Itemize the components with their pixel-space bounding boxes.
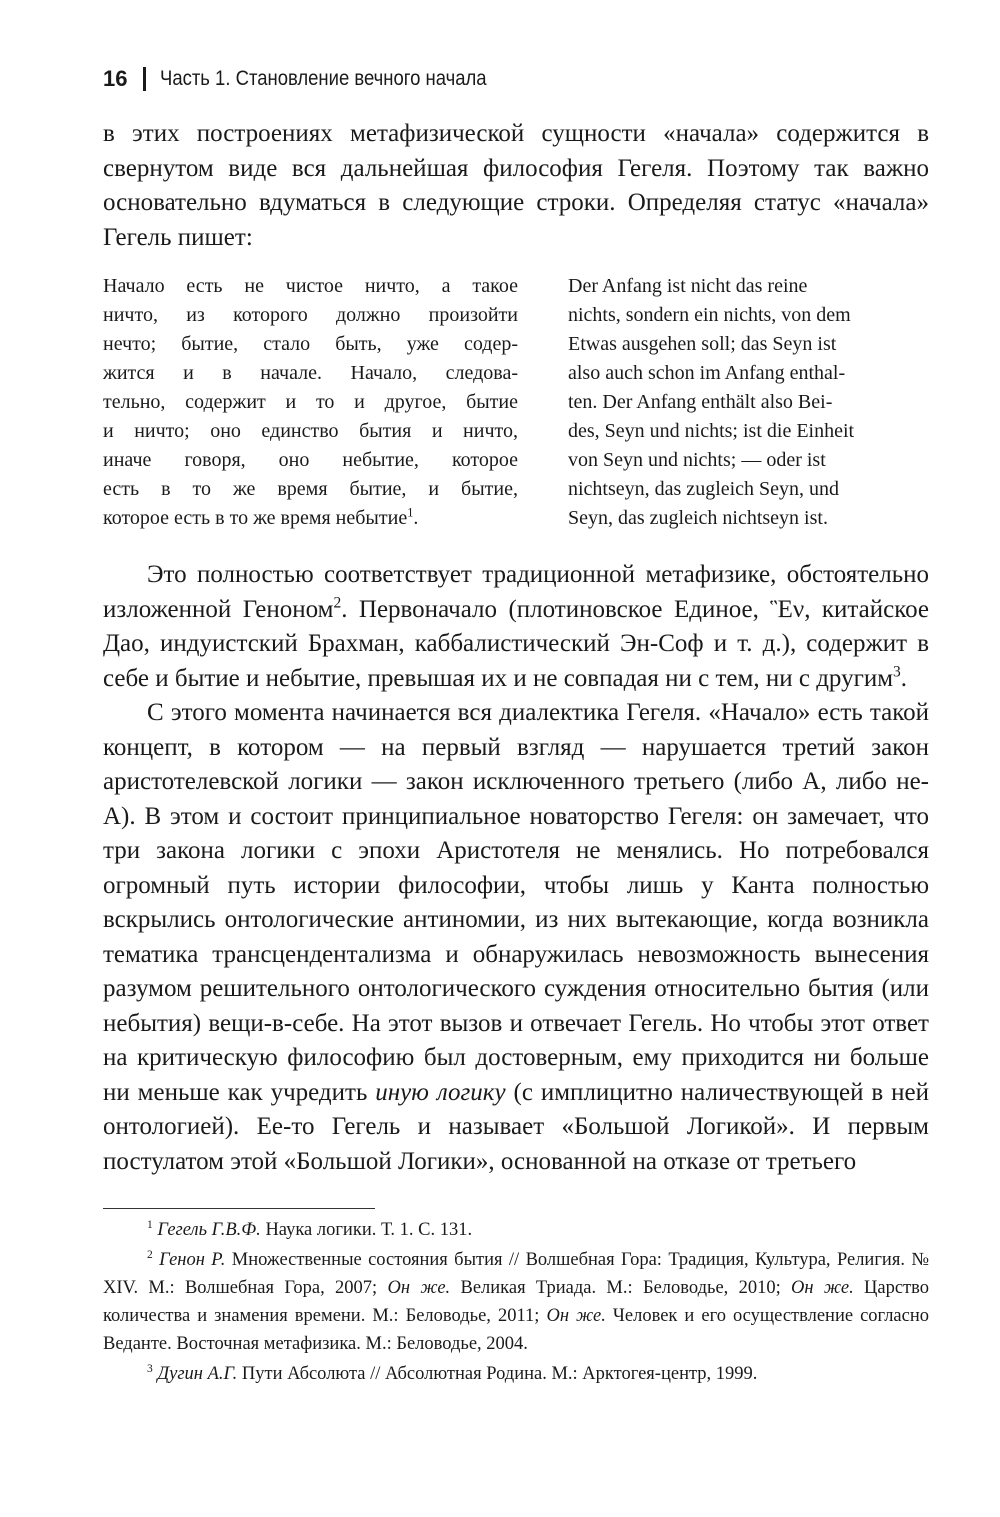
footnote-separator	[103, 1208, 375, 1209]
quote-ru-line: нечто; бытие, стало быть, уже содер-	[103, 333, 518, 355]
quote-ru-line: и ничто; оно единство бытия и ничто,	[103, 420, 518, 442]
quote-german	[568, 272, 928, 533]
footnote-text: Царство количества и знамения времени. М.: Беловодье, 2011;	[103, 1278, 929, 1326]
header-divider	[143, 67, 146, 91]
paragraph-2-part-1: Это полностью соответствует традиционной метафизике, обстоятельно изложенной Геноном	[103, 561, 929, 623]
paragraph-3-italic: иную логику	[375, 1078, 506, 1106]
footnote-text: Человек и его осуществление согласно Веданте. Восточная метафизика. М.: Беловодье, 2004.	[103, 1306, 929, 1354]
footnote-3	[103, 1360, 929, 1388]
quote-de-line: Seyn, das zugleich nichtseyn ist.	[568, 507, 828, 529]
intro-paragraph	[103, 117, 929, 255]
footnote-ref-3[interactable]: 3	[893, 663, 901, 681]
footnote-text: Пути Абсолюта // Абсолютная Родина. М.: Арктогея-центр, 1999.	[237, 1364, 758, 1384]
footnote-text: Великая Триада. М.: Беловодье, 2010;	[450, 1278, 792, 1298]
quote-ru-last-text: которое есть в то же время небытие	[103, 507, 408, 529]
quote-ru-line: Начало есть не чистое ничто, а такое	[103, 275, 518, 297]
quote-de-line: nichtseyn, das zugleich Seyn, und	[568, 478, 840, 500]
quote-ru-line: иначе говоря, оно небытие, которое	[103, 449, 518, 471]
footnote-ibid: Он же.	[546, 1306, 606, 1326]
footnote-mark: 1	[147, 1218, 153, 1231]
paragraph-3-part-2: (с имплицитно наличествующей в ней онтологией). Ее-то Гегель и называет «Большой Логикой». И первым постулатом этой «Большой Логики», основанной на отказе от третьего	[103, 1078, 930, 1175]
quote-ru-line: ничто, из которого должно произойти	[103, 304, 518, 326]
footnote-ibid: Он же.	[791, 1278, 854, 1298]
quote-ru-line: тельно, содержит и то и другое, бытие	[103, 391, 518, 413]
paragraph-2-part-3: .	[900, 664, 908, 692]
quote-ru-line: жится и в начале. Начало, следова-	[103, 362, 518, 384]
quote-de-line: des, Seyn und nichts; ist die Einheit	[568, 420, 855, 442]
page-number: 16	[103, 66, 128, 91]
paragraph-2	[103, 558, 929, 696]
quote-de-line: nichts, sondern ein nichts, von dem	[568, 304, 851, 326]
running-header	[103, 66, 532, 92]
footnote-author: Дугин А.Г.	[157, 1364, 238, 1384]
quote-de-line: Der Anfang ist nicht das reine	[568, 275, 808, 297]
quote-ru-line: есть в то же время бытие, и бытие,	[103, 478, 518, 500]
footnote-2	[103, 1246, 929, 1358]
intro-text: в этих построениях метафизической сущности «начала» содержится в свернутом виде вся дальнейшая философия Гегеля. Поэтому так важно основательно вдуматься в следующие строки. Определяя статус «начала» Гегель пишет:	[103, 120, 929, 251]
footnote-author: Гегель Г.В.Ф.	[157, 1220, 261, 1240]
paragraph-3-part-1: С этого момента начинается вся диалектика Гегеля. «Начало» есть такой концепт, в котором — на первый взгляд — нарушается третий закон аристотелевской логики — закон исключенного третьего (либо А, либо не-А). В этом и состоит принципиальное новаторство Гегеля: он замечает, что три закона логики с эпохи Аристотеля не менялись. Но потребовался огромный путь истории философии, чтобы лишь у Канта полностью вскрылись онтологические антиномии, из них вытекающие, когда возникла тематика трансцендентализма и обнаружилась невозможность вынесения разумом решительного онтологического суждения относительно бытия (или небытия) вещи-в-себе. На этот вызов и отвечает Гегель. Но чтобы этот ответ на критическую философию был достоверным, ему приходится ни больше ни меньше как учредить	[103, 699, 929, 1106]
footnotes	[103, 1216, 929, 1390]
paragraph-2-part-2: . Первоначало (плотиновское Единое, Ἓν, китайское Дао, индуистский Брахман, каббалистический Эн-Соф и т. д.), содержит в себе и бытие и небытие, превышая их и не совпадая ни с тем, ни с другим	[103, 595, 929, 692]
footnote-text: Множественные состояния бытия // Волшебная Гора: Традиция, Культура, Религия. № XIV. М.: Волшебная Гора, 2007;	[103, 1250, 929, 1298]
footnote-1	[103, 1216, 929, 1244]
quote-ru-last-line	[103, 504, 518, 533]
running-title: Часть 1. Становление вечного начала	[160, 67, 488, 90]
quote-de-line: Etwas ausgehen soll; das Seyn ist	[568, 333, 837, 355]
footnote-author: Генон Р.	[159, 1250, 226, 1270]
footnote-mark: 2	[147, 1248, 153, 1261]
main-text	[103, 558, 929, 1179]
quote-de-line: also auch schon im Anfang enthal-	[568, 362, 846, 384]
footnote-ibid: Он же.	[387, 1278, 451, 1298]
footnote-ref-2[interactable]: 2	[333, 594, 342, 612]
paragraph-3	[103, 696, 929, 1179]
quote-de-line: von Seyn und nichts; — oder ist	[568, 449, 826, 471]
quote-russian	[103, 272, 518, 533]
footnote-text: Наука логики. Т. 1. С. 131.	[260, 1220, 473, 1240]
quote-ru-period: .	[413, 507, 419, 529]
quote-de-line: ten. Der Anfang enthält also Bei-	[568, 391, 833, 413]
footnote-mark: 3	[147, 1362, 153, 1375]
footnote-ref-1[interactable]: 1	[407, 505, 414, 520]
